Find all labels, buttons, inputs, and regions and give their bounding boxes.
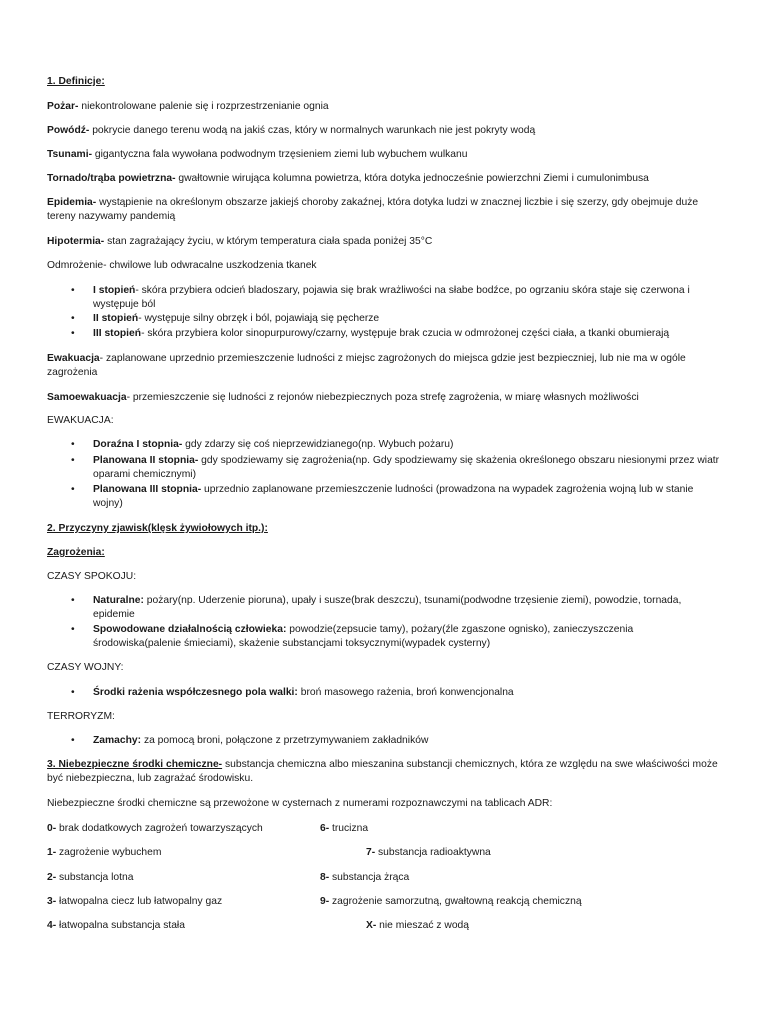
bullet-icon: • — [71, 285, 75, 296]
adr-code-x: X- nie mieszać z wodą — [366, 920, 470, 931]
definition-self-evacuation: Samoewakuacja- przemieszczenie się ludności z rejonów niebezpiecznych poza strefę zagrożenia, w miarę własnych możliwości — [47, 392, 639, 403]
bullet-icon: • — [71, 439, 75, 450]
bullet-icon: • — [71, 455, 75, 466]
adr-code-3: 3- łatwopalna ciecz lub łatwopalny gaz — [47, 896, 223, 907]
frostbite-intro: Odmrożenie- chwilowe lub odwracalne uszkodzenia tkanek — [47, 260, 317, 271]
adr-code-1: 1- zagrożenie wybuchem — [47, 847, 162, 858]
terrorism-heading: TERRORYZM: — [47, 711, 115, 722]
threats-heading: Zagrożenia: — [47, 547, 105, 558]
peace-heading: CZASY SPOKOJU: — [47, 571, 137, 582]
adr-code-2: 2- substancja lotna — [47, 872, 134, 883]
definition-tsunami: Tsunami- gigantyczna fala wywołana podwodnym trzęsieniem ziemi lub wybuchem wulkanu — [47, 149, 468, 160]
section-1-heading: 1. Definicje: — [47, 76, 105, 87]
bullet-icon: • — [71, 624, 75, 635]
definition-fire: Pożar- niekontrolowane palenie się i rozprzestrzenianie ognia — [47, 101, 329, 112]
bullet-icon: • — [71, 595, 75, 606]
adr-code-8: 8- substancja żrąca — [320, 872, 410, 883]
definition-evacuation: Ewakuacja- zaplanowane uprzednio przemieszczenie ludności z miejsc zagrożonych do miejsca gdzie jest bezpieczniej, lub nie ma w ogóle zagrożenia — [47, 353, 686, 378]
definition-epidemic: Epidemia- wystąpienie na określonym obszarze jakiejś choroby zakaźnej, która dotyka ludzi w znacznej liczbie i się szerzy, gdy obejmuje duże tereny nazywamy pandemią — [47, 197, 699, 222]
section-3-heading: 3. Niebezpieczne środki chemiczne- substancja chemiczna albo mieszanina substancji chemicznych, która ze względu na swe właściwości może być niebezpieczna, lub zagrażać środowisku. — [47, 759, 718, 784]
adr-code-7: 7- substancja radioaktywna — [366, 847, 491, 858]
bullet-icon: • — [71, 687, 75, 698]
definition-flood: Powódź- pokrycie danego terenu wodą na jakiś czas, który w normalnych warunkach nie jest pokryty wodą — [47, 125, 536, 136]
bullet-icon: • — [71, 328, 75, 339]
section-2-heading: 2. Przyczyny zjawisk(klęsk żywiołowych itp.): — [47, 523, 268, 534]
definition-tornado: Tornado/trąba powietrzna- gwałtownie wirująca kolumna powietrza, która dotyka jednocześnie powierzchni Ziemi i cumulonimbusa — [47, 173, 649, 184]
adr-intro: Niebezpieczne środki chemiczne są przewożone w cysternach z numerami rozpoznawczymi na tablicach ADR: — [47, 798, 553, 809]
bullet-icon: • — [71, 313, 75, 324]
adr-code-4: 4- łatwopalna substancja stała — [47, 920, 185, 931]
adr-code-6: 6- trucizna — [320, 823, 369, 834]
definition-hypothermia: Hipotermia- stan zagrażający życiu, w którym temperatura ciała spada poniżej 35°C — [47, 236, 433, 247]
evacuation-heading: EWAKUACJA: — [47, 415, 114, 426]
war-heading: CZASY WOJNY: — [47, 662, 124, 673]
adr-code-0: 0- brak dodatkowych zagrożeń towarzyszących — [47, 823, 263, 834]
adr-code-9: 9- zagrożenie samorzutną, gwałtowną reakcją chemiczną — [320, 896, 582, 907]
bullet-icon: • — [71, 735, 75, 746]
bullet-icon: • — [71, 484, 75, 495]
